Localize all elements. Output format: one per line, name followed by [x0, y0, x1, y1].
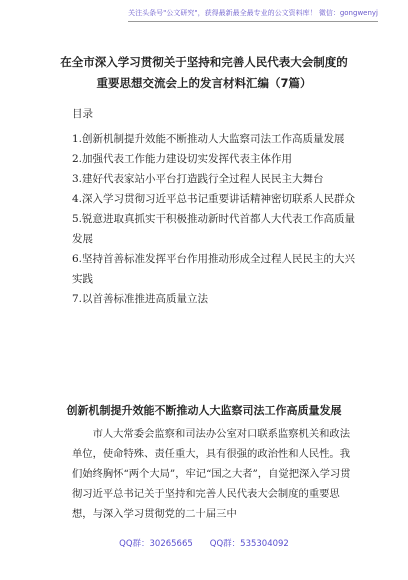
toc-item: 7.以首善标准推进高质量立法	[72, 293, 209, 305]
title-line: 在全市深入学习贯彻关于坚持和完善人民代表大会制度的	[60, 55, 348, 69]
header-note: 关注头条号"公文研究"，获得最新最全最专业的公文资料库！ 微信：gongwenyj	[128, 8, 378, 22]
table-of-contents	[72, 104, 362, 309]
toc-item: 6.坚持首善标准发挥平台作用推动形成全过程人民民主的大兴实践	[72, 253, 356, 285]
section-title: 创新机制提升效能不断推动人大监察司法工作高质量发展	[66, 404, 342, 417]
toc-item: 2.加强代表工作能力建设切实发挥代表主体作用	[72, 153, 293, 165]
footer-note: QQ群：30265665 QQ群：535304092	[119, 539, 289, 549]
document-title	[0, 52, 408, 94]
section-body: 市人大常委会监察和司法办公室对口联系监察机关和政法单位，使命特殊、责任重大，具有很强的政治性和人民性。我们始终胸怀“两个大局”，牢记“国之大者”，自觉把深入学习贯彻习近平总书记关于坚持和完善人民代表大会制度的重要思想，与深入学习贯彻党的二十届三中	[72, 428, 351, 520]
title-line: 重要思想交流会上的发言材料汇编（7篇）	[96, 76, 312, 90]
toc-label: 目录	[72, 108, 93, 120]
toc-item: 5.锐意进取真抓实干积极推动新时代首都人大代表工作高质量发展	[72, 213, 356, 245]
toc-item: 1.创新机制提升效能不断推动人大监察司法工作高质量发展	[72, 133, 345, 145]
toc-item: 3.建好代表家站小平台打造践行全过程人民民主大舞台	[72, 173, 324, 185]
toc-item: 4.深入学习贯彻习近平总书记重要讲话精神密切联系人民群众	[72, 193, 356, 205]
